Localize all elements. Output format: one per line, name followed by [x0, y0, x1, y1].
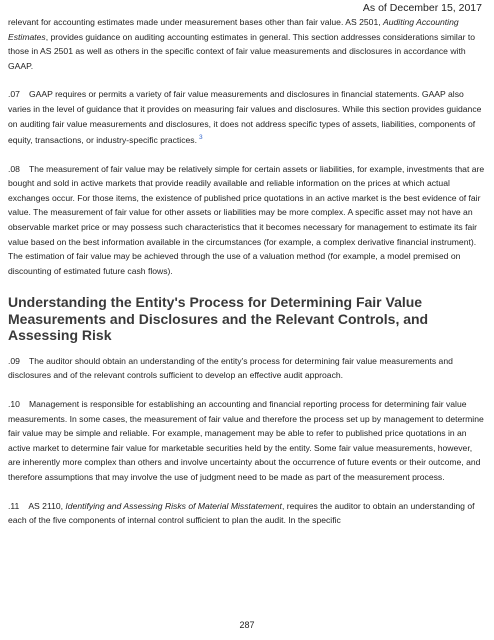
intro-text-1: relevant for accounting estimates made under measurement bases other than fair value. AS 2501,	[8, 17, 383, 27]
paragraph-10	[8, 397, 486, 485]
paragraph-number: .07	[8, 89, 20, 100]
paragraph-07	[8, 87, 486, 147]
paragraph-08	[8, 162, 486, 279]
paragraph-number: .09	[8, 355, 20, 366]
paragraph-number: .10	[8, 399, 20, 410]
paragraph-09	[8, 354, 486, 383]
paragraph-text: The measurement of fair value may be relatively simple for certain assets or liabilities, for example, investments that are bought and sold in active markets that provide readily available and reliable information on the prices at which actual exchanges occur. For those items, the existence of published price quotations in an active market is the best evidence of fair value. The measurement of fair value for other assets or liabilities may be more complex. A specific asset may not have an observable market price or may possess such characteristics that it becomes necessary for management to estimate its fair value based on the best information available in the circumstances (for example, a complex derivative financial instrument). The estimation of fair value may be achieved through the use of a valuation method (for example, a model premised on discounting of estimated future cash flows).	[8, 163, 485, 276]
paragraph-text: The auditor should obtain an understanding of the entity's process for determining fair value measurements and disclosures and of the relevant controls sufficient to develop an effective audit approach.	[8, 355, 453, 381]
paragraph-text: GAAP requires or permits a variety of fair value measurements and disclosures in financial statements. GAAP also varies in the level of guidance that it provides on measuring fair values and disclosures. While this section provides guidance on auditing fair value measurements and disclosures, it does not address specific types of assets, liabilities, components of equity, transactions, or industry-specific practices.	[8, 89, 482, 146]
intro-paragraph	[8, 15, 486, 73]
intro-text-2: , provides guidance on auditing accounting estimates in general. This section addresses considerations similar to those in AS 2501 as well as others in the specific context of fair value measurements and disclosures in accordance with GAAP.	[8, 31, 476, 71]
footnote-link[interactable]: 3	[198, 134, 203, 142]
page-number: 287	[239, 620, 255, 630]
paragraph-number: .11	[8, 500, 20, 511]
document-body	[8, 15, 486, 528]
section-heading: Understanding the Entity's Process for Determining Fair Value Measurements and Disclosures and the Relevant Controls, and Assessing Risk	[8, 294, 429, 344]
paragraph-11	[8, 499, 486, 528]
paragraph-text-2: , requires the auditor to obtain an understanding of each of the five components of internal control sufficient to plan the audit. In the specific	[8, 500, 475, 526]
intro-italic-title: Auditing Accounting Estimates	[8, 17, 459, 42]
paragraph-number: .08	[8, 163, 20, 174]
as-of-date: As of December 15, 2017	[362, 2, 482, 14]
italic-title: Identifying and Assessing Risks of Material Misstatement	[65, 500, 282, 511]
paragraph-text: Management is responsible for establishing an accounting and financial reporting process for determining fair value measurements. In some cases, the measurement of fair value and therefore the process set up by management to determine fair value may be simple and reliable. For example, management may be able to refer to published price quotations in an active market to determine fair value for marketable securities held by the entity. Some fair value measurements, however, are inherently more complex than others and involve uncertainty about the occurrence of future events or their outcome, and therefore assumptions that may involve the use of judgment need to be made as part of the measurement process.	[8, 399, 484, 483]
paragraph-text-1: AS 2110,	[28, 500, 66, 511]
